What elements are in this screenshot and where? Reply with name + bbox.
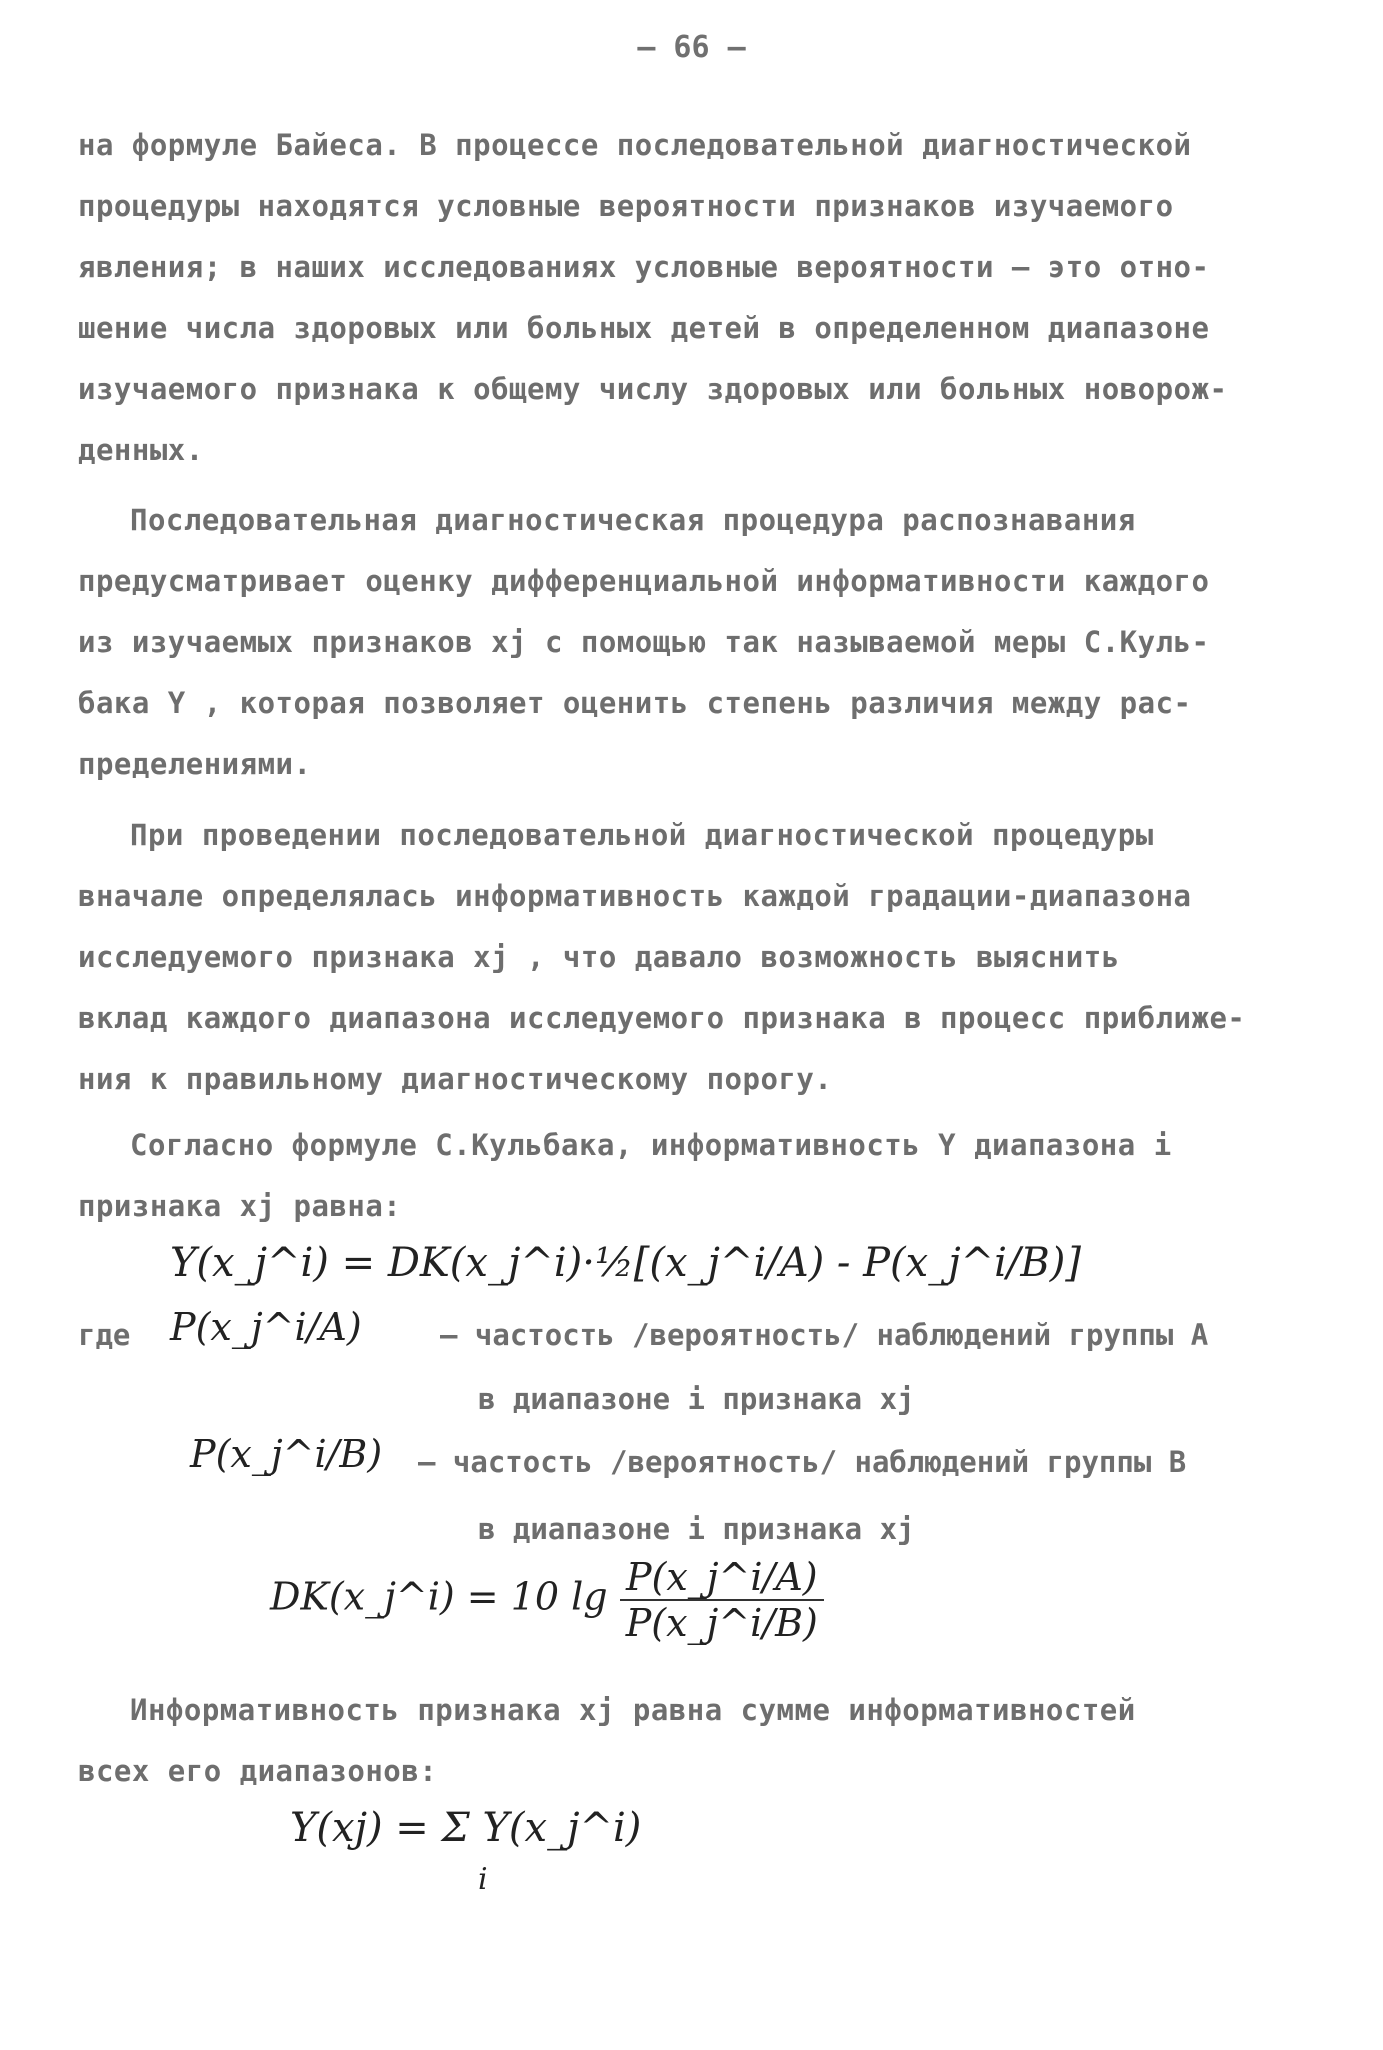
text-line: шение числа здоровых или больных детей в определенном диапазоне — [78, 311, 1210, 345]
text-line: Информативность признака xj равна сумме информативностей — [130, 1693, 1136, 1727]
text-line: на формуле Байеса. В процессе последовательной диагностической — [78, 128, 1192, 162]
fraction-denominator: P(x_j^i/B) — [625, 1601, 818, 1645]
text-line: пределениями. — [78, 747, 312, 781]
text-line: изучаемого признака к общему числу здоровых или больных новорож- — [78, 372, 1228, 406]
paragraph-1 — [78, 115, 1298, 481]
sum-index: i — [478, 1862, 488, 1897]
definition-symbol-b: P(x_j^i/B) — [190, 1432, 383, 1476]
text-line: признака xj равна: — [78, 1189, 402, 1223]
text-line: Последовательная диагностическая процедура распознавания — [130, 503, 1136, 537]
fraction-numerator: P(x_j^i/A) — [620, 1555, 824, 1601]
definition-text-b-cont: в диапазоне i признака xj — [478, 1512, 915, 1546]
where-label: где — [78, 1318, 131, 1352]
formula-dk-left: DK(x_j^i) = 10 lg — [270, 1574, 608, 1619]
text-line: ния к правильному диагностическому порогу. — [78, 1062, 833, 1096]
text-line: процедуры находятся условные вероятности признаков изучаемого — [78, 189, 1174, 223]
text-line: всех его диапазонов: — [78, 1754, 438, 1788]
definition-text-b: – частость /вероятность/ наблюдений группы В — [418, 1445, 1187, 1479]
definition-text-a: – частость /вероятность/ наблюдений группы А — [440, 1318, 1209, 1352]
page-number: – 66 – — [637, 30, 746, 65]
formula-kullback-informativeness: Y(x_j^i) = DK(x_j^i)·½[(x_j^i/A) - P(x_j^i/B)] — [170, 1240, 1082, 1286]
paragraph-2 — [78, 490, 1298, 795]
formula-dk-fraction — [620, 1555, 824, 1645]
text-line: явления; в наших исследованиях условные вероятности – это отно- — [78, 250, 1210, 284]
text-line: предусматривает оценку дифференциальной информативности каждого — [78, 564, 1210, 598]
text-line: вклад каждого диапазона исследуемого признака в процесс приближе- — [78, 1001, 1246, 1035]
text-line: вначале определялась информативность каждой градации-диапазона — [78, 879, 1192, 913]
paragraph-4 — [78, 1115, 1298, 1237]
formula-sum-informativeness: Y(xj) = Σ Y(x_j^i) — [290, 1805, 642, 1851]
paragraph-5 — [78, 1680, 1298, 1802]
text-line: из изучаемых признаков xj с помощью так называемой меры С.Куль- — [78, 625, 1210, 659]
definition-text-a-cont: в диапазоне i признака xj — [478, 1382, 915, 1416]
text-line: исследуемого признака xj , что давало возможность выяснить — [78, 940, 1120, 974]
text-line: Согласно формуле С.Кульбака, информативность Y диапазона i — [130, 1128, 1172, 1162]
text-line: При проведении последовательной диагностической процедуры — [130, 818, 1154, 852]
text-line: бака Y , которая позволяет оценить степень различия между рас- — [78, 686, 1192, 720]
formula-dk — [270, 1555, 824, 1645]
text-line: денных. — [78, 433, 204, 467]
paragraph-3 — [78, 805, 1298, 1110]
definition-symbol-a: P(x_j^i/A) — [170, 1305, 362, 1349]
